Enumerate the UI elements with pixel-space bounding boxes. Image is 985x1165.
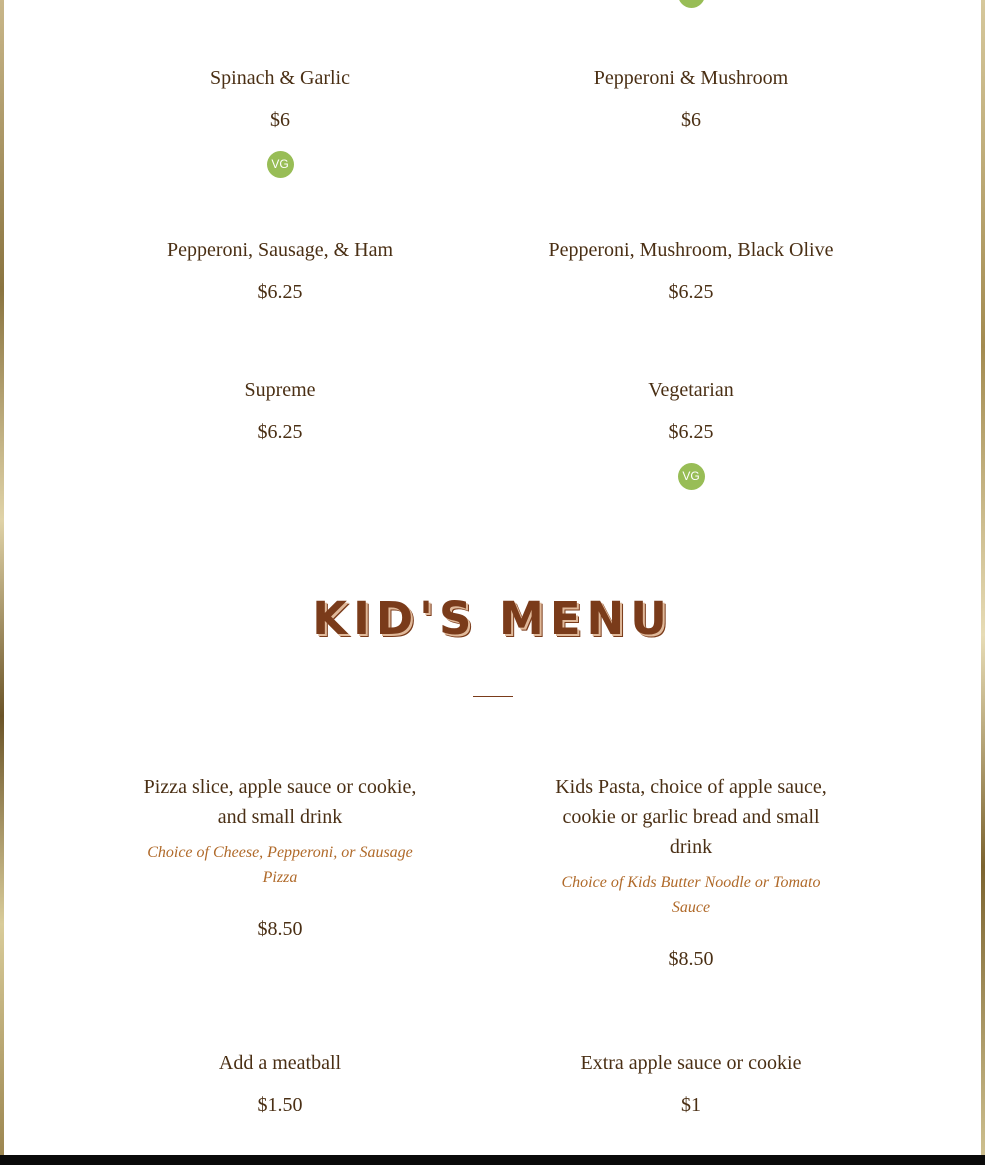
item-name: Supreme: [244, 379, 316, 401]
item-price: $6.25: [668, 281, 714, 303]
item-description: Choice of Kids Butter Noodle or Tomato Sauce: [561, 874, 821, 916]
item-price: $1.50: [257, 1094, 303, 1116]
item-description: Choice of Cheese, Pepperoni, or Sausage Pizza: [147, 844, 413, 886]
item-name: Kids Pasta, choice of apple sauce, cookie or garlic bread and small drink: [555, 776, 827, 858]
item-name: Pepperoni, Sausage, & Ham: [166, 239, 394, 261]
kids-item-pizza-slice: [130, 772, 430, 944]
item-name: Pepperoni & Mushroom: [593, 67, 789, 89]
item-price: $6: [270, 109, 290, 131]
vegan-badge-icon: [678, 0, 705, 8]
section-title-kids-menu: KID'S MENU: [312, 592, 673, 645]
footer-bar: [0, 1155, 985, 1165]
item-name: Spinach & Garlic: [210, 67, 350, 89]
menu-item-pepperoni-mushroom-olive: [521, 235, 861, 307]
menu-item-vegetarian: [541, 375, 841, 490]
item-name: Vegetarian: [648, 379, 734, 401]
left-gold-border: [0, 0, 4, 1155]
menu-item-supreme: [130, 375, 430, 447]
vegan-badge-icon: VG: [678, 463, 705, 490]
vegan-badge-icon: VG: [267, 151, 294, 178]
item-name: Add a meatball: [218, 1052, 342, 1074]
item-price: $6: [681, 109, 701, 131]
item-price: $1: [681, 1094, 701, 1116]
kids-item-pasta: [541, 772, 841, 974]
menu-item-pepperoni-mushroom: [541, 63, 841, 135]
menu-item-spinach-garlic: [130, 63, 430, 178]
item-name: Pizza slice, apple sauce or cookie, and small drink: [143, 776, 417, 828]
item-name: Pepperoni, Mushroom, Black Olive: [548, 239, 834, 261]
item-price: $8.50: [257, 918, 303, 940]
section-divider: [473, 696, 513, 697]
kids-item-extra-apple-sauce: [541, 1048, 841, 1120]
item-price: $6.25: [257, 421, 303, 443]
item-price: $6.25: [668, 421, 714, 443]
item-price: $8.50: [668, 948, 714, 970]
item-name: Extra apple sauce or cookie: [580, 1052, 802, 1074]
menu-item-pepperoni-sausage-ham: [130, 235, 430, 307]
kids-item-meatball: [130, 1048, 430, 1120]
right-gold-border: [981, 0, 985, 1155]
item-price: $6.25: [257, 281, 303, 303]
